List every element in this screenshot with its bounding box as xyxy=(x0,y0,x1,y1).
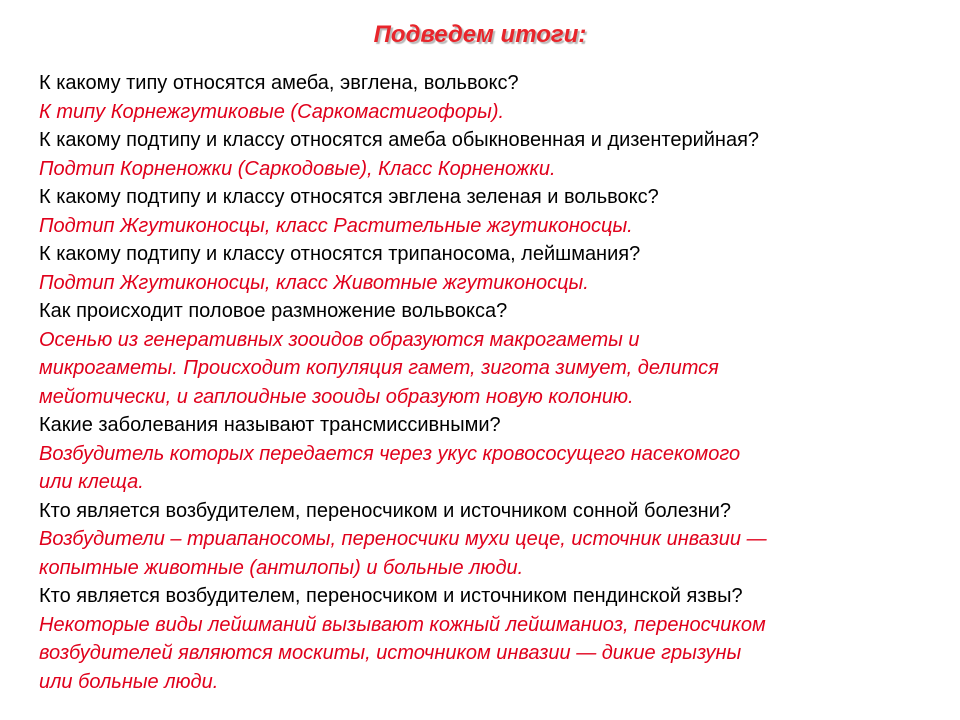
answer-line: Возбудители – триапаносомы, переносчики мухи цеце, источник инвазии — xyxy=(39,528,767,550)
question-line: Как происходит половое размножение вольвокса? xyxy=(39,300,508,322)
question-line: К какому подтипу и классу относятся трипаносома, лейшмания? xyxy=(39,243,641,265)
slide-title: Подведем итоги: xyxy=(373,21,587,48)
question-line: Кто является возбудителем, переносчиком и источником сонной болезни? xyxy=(39,499,732,522)
qa-list xyxy=(39,69,934,696)
answer-line: или больные люди. xyxy=(39,670,219,693)
answer-line: Подтип Жгутиконосцы, класс Животные жгутиконосцы. xyxy=(39,271,589,294)
answer-line: копытные животные (антилопы) и больные люди. xyxy=(39,556,524,579)
answer-line: микрогаметы. Происходит копуляция гамет, зигота зимует, делится xyxy=(39,357,719,379)
answer-line: К типу Корнежгутиковые (Саркомастигофоры). xyxy=(39,100,505,123)
question-line: Какие заболевания называют трансмиссивными? xyxy=(39,414,501,436)
question-line: Кто является возбудителем, переносчиком и источником пендинской язвы? xyxy=(39,585,743,607)
question-line: К какому типу относятся амеба, эвглена, вольвокс? xyxy=(39,72,519,94)
answer-line: мейотически, и гаплоидные зооиды образуют новую колонию. xyxy=(39,385,634,408)
answer-line: возбудителей являются москиты, источником инвазии — дикие грызуны xyxy=(39,642,742,664)
answer-line: Возбудитель которых передается через укус кровососущего насекомого xyxy=(39,442,741,465)
answer-line: Подтип Корненожки (Саркодовые), Класс Корненожки. xyxy=(39,157,556,180)
question-line: К какому подтипу и классу относятся эвглена зеленая и вольвокс? xyxy=(39,186,659,208)
answer-line: Некоторые виды лейшманий вызывают кожный лейшманиоз, переносчиком xyxy=(39,613,766,636)
answer-line: Осенью из генеративных зооидов образуются макрогаметы и xyxy=(39,328,640,351)
answer-line: Подтип Жгутиконосцы, класс Растительные жгутиконосцы. xyxy=(39,214,633,237)
answer-line: или клеща. xyxy=(39,471,144,493)
question-line: К какому подтипу и классу относятся амеба обыкновенная и дизентерийная? xyxy=(39,129,760,151)
